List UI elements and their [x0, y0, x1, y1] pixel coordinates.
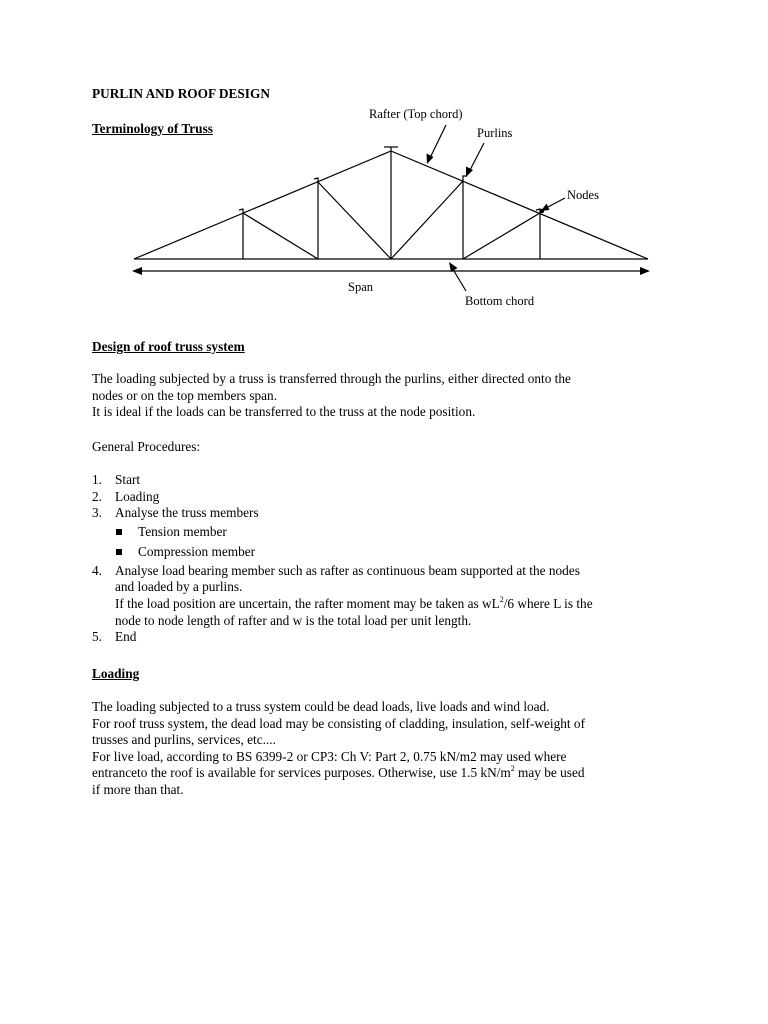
list-number: 5. [92, 629, 102, 645]
loading-line: For live load, according to BS 6399-2 or CP3: Ch V: Part 2, 0.75 kN/m2 may used where [92, 748, 567, 764]
general-procedures-label: General Procedures: [92, 439, 201, 454]
truss-diagram [0, 0, 768, 320]
loading-heading: Loading [92, 666, 140, 681]
square-bullet-icon [116, 529, 122, 535]
sub-list-text: Compression member [138, 544, 256, 560]
list-text: and loaded by a purlins. [115, 579, 243, 595]
list-item [92, 505, 692, 522]
purlins-arrow-icon [466, 167, 473, 178]
design-line: It is ideal if the loads can be transferred to the truss at the node position. [92, 404, 476, 420]
loading-text: entranceto the roof is available for services purposes. Otherwise, use 1.5 kN/m [92, 765, 511, 781]
superscript: 2 [510, 764, 515, 774]
design-line: The loading subjected by a truss is transferred through the purlins, either directed onto the [92, 371, 571, 386]
loading-line: The loading subjected to a truss system could be dead loads, live loads and wind load. [92, 699, 550, 714]
right-rafter [391, 151, 648, 259]
list-number: 4. [92, 562, 102, 578]
loading-line: trusses and purlins, services, etc.... [92, 732, 276, 748]
sub-list-item [92, 522, 692, 543]
formula-text: /6 where L is the [503, 595, 593, 611]
loading-paragraph [92, 699, 682, 799]
rafter-arrow-icon [427, 154, 434, 165]
list-number: 1. [92, 472, 102, 487]
list-text: Analyse the truss members [115, 505, 259, 521]
nodes-pointer [546, 198, 565, 208]
superscript: 2 [499, 594, 504, 604]
terminology-heading: Terminology of Truss [92, 121, 213, 136]
left-rafter [134, 151, 391, 259]
rafter-label: Rafter (Top chord) [369, 107, 463, 121]
list-text: node to node length of rafter and w is the total load per unit length. [115, 612, 472, 628]
span-label: Span [348, 280, 373, 294]
page-title: PURLIN AND ROOF DESIGN [92, 86, 270, 101]
span-arrow-right-icon [640, 267, 650, 275]
span-arrow-left-icon [132, 267, 142, 275]
purlins-label: Purlins [477, 126, 513, 140]
list-text: Start [115, 472, 141, 487]
design-paragraph [92, 371, 682, 421]
list-text: End [115, 629, 137, 645]
list-item [92, 489, 692, 506]
rafter-pointer [429, 125, 446, 160]
diagonal-member [391, 181, 463, 259]
list-number: 2. [92, 488, 102, 504]
design-line: nodes or on the top members span. [92, 387, 278, 403]
nodes-label: Nodes [567, 188, 599, 202]
diagonal-member [463, 213, 540, 259]
node-dot [540, 209, 544, 213]
purlins-pointer [469, 143, 484, 172]
square-bullet-icon [116, 549, 122, 555]
loading-line: if more than that. [92, 781, 184, 797]
list-text: Loading [115, 488, 160, 504]
purlin-mark [314, 178, 318, 182]
purlin-mark [463, 176, 467, 181]
procedures-list [92, 472, 692, 646]
list-item [92, 563, 692, 629]
purlin-mark [239, 209, 243, 213]
list-text-with-formula [115, 596, 692, 613]
design-heading: Design of roof truss system [92, 339, 245, 354]
list-item [92, 472, 692, 489]
sub-list-item [92, 542, 692, 563]
loading-line: For roof truss system, the dead load may be consisting of cladding, insulation, self-weight of [92, 715, 586, 731]
list-item [92, 629, 692, 646]
sub-list-text: Tension member [138, 523, 227, 539]
loading-line-with-unit [92, 765, 682, 782]
list-number: 3. [92, 505, 102, 521]
formula-text: If the load position are uncertain, the rafter moment may be taken as wL [115, 595, 500, 611]
bottom-chord-label: Bottom chord [465, 294, 535, 308]
list-text: Analyse load bearing member such as rafter as continuous beam supported at the nodes [115, 562, 580, 578]
diagonal-member [318, 182, 391, 259]
diagonal-member [243, 213, 318, 259]
loading-text: may be used [514, 765, 585, 781]
